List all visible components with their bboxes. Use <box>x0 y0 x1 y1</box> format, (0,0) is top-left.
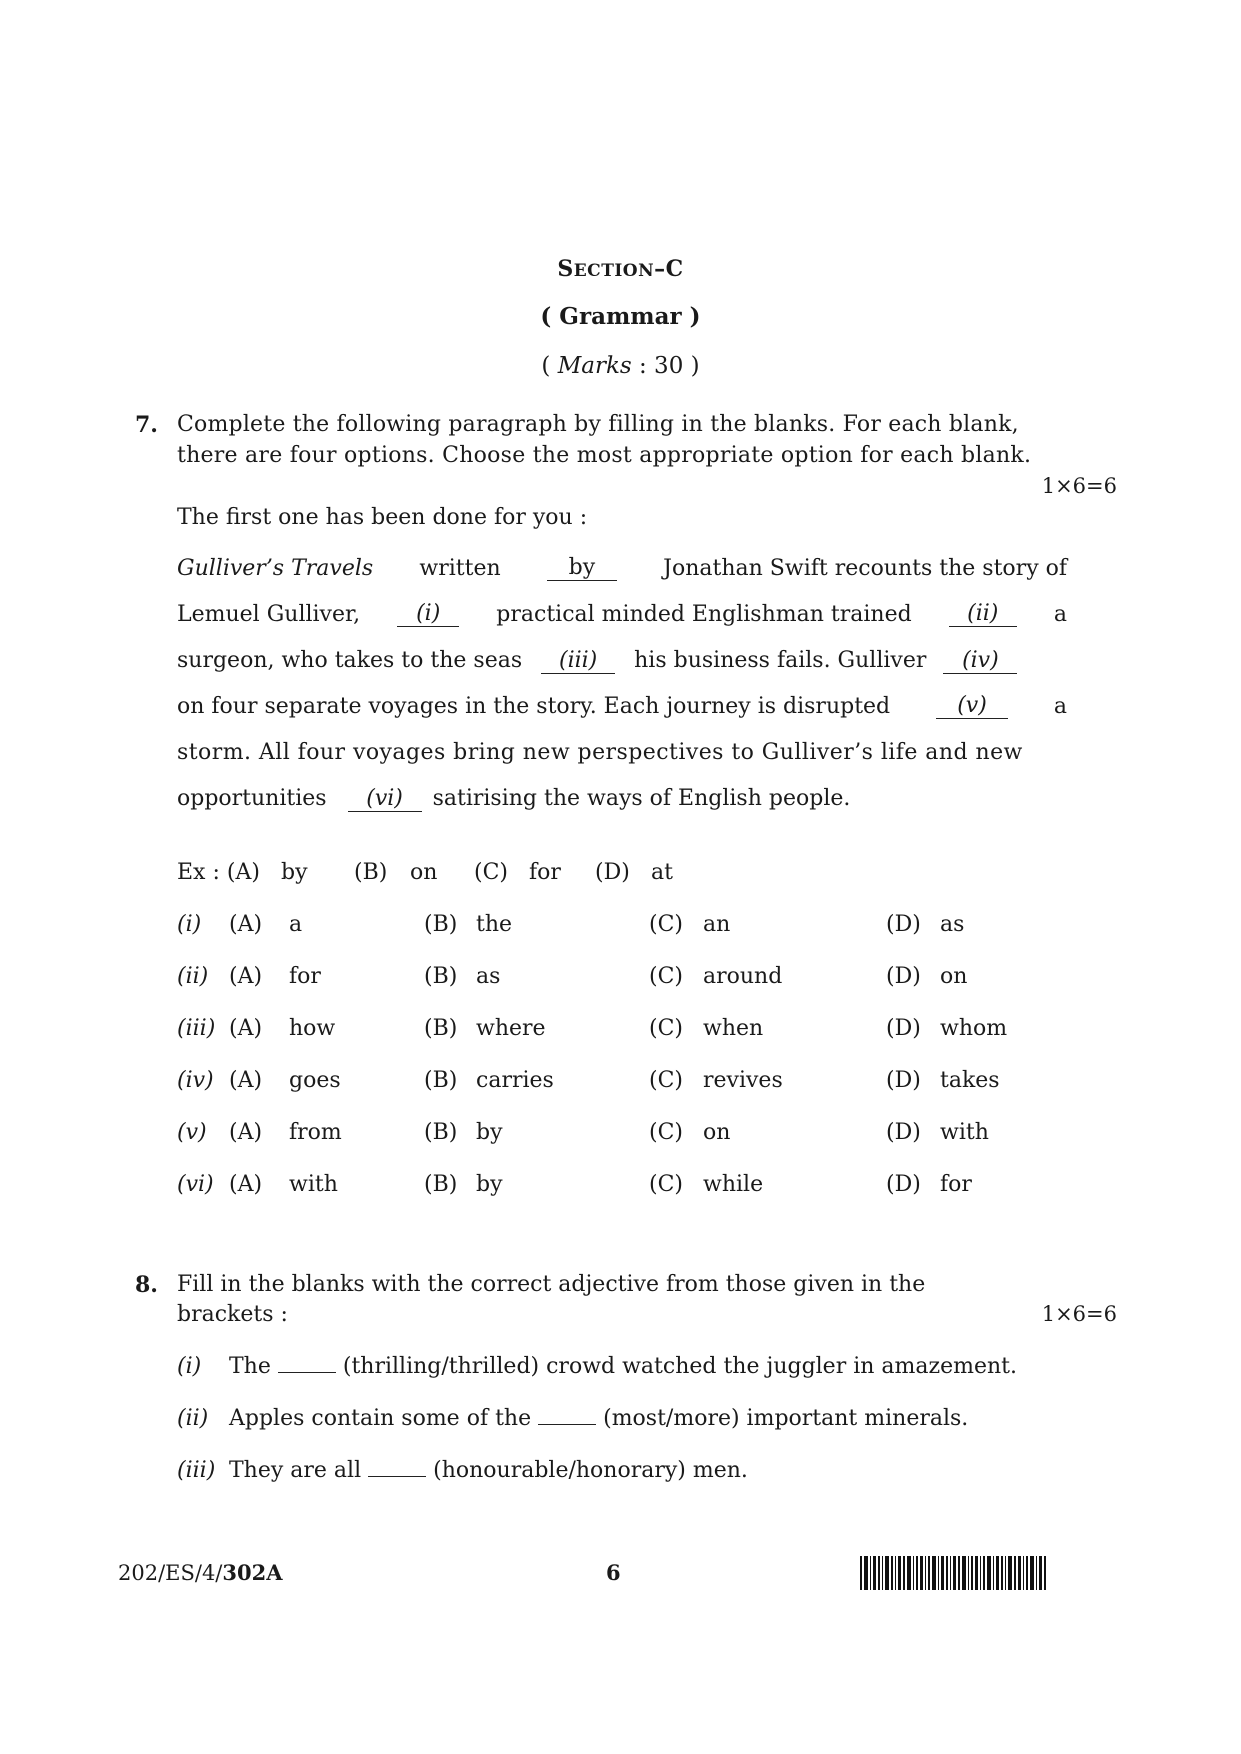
options-row: (i) (A) a (B) the (C) an (D) as <box>177 912 965 937</box>
question-7-number: 7. <box>135 412 158 438</box>
blank-i: (i) <box>397 602 459 627</box>
paragraph-line-4: on four separate voyages in the story. Each journey is disrupted (v) a <box>177 693 1067 719</box>
options-row: (iv) (A) goes (B) carries (C) revives (D) takes <box>177 1068 1000 1093</box>
options-row: (ii) (A) for (B) as (C) around (D) on <box>177 964 968 989</box>
blank-vi: (vi) <box>348 787 422 812</box>
answer-blank <box>538 1424 596 1425</box>
options-row: (v) (A) from (B) by (C) on (D) with <box>177 1120 989 1145</box>
paragraph-line-6: opportunities (vi) satirising the ways of English people. <box>177 786 851 811</box>
paragraph-line-5: storm. All four voyages bring new perspectives to Gulliver’s life and new <box>177 740 1023 765</box>
question-7-instruction-line-2: there are four options. Choose the most appropriate option for each blank. <box>177 443 1032 468</box>
blank-iii: (iii) <box>541 649 615 674</box>
blank-example: by <box>547 556 617 581</box>
question-8-number: 8. <box>135 1272 158 1298</box>
page-number: 6 <box>606 1560 621 1585</box>
question-7-marks: 1×6=6 <box>1041 474 1117 498</box>
answer-blank <box>278 1372 336 1373</box>
paragraph-line-3: surgeon, who takes to the seas (iii) his business fails. Gulliver (iv) <box>177 648 1057 674</box>
blank-v: (v) <box>936 694 1008 719</box>
barcode-icon <box>860 1556 1122 1590</box>
question-8-instruction-line-2: brackets : <box>177 1302 288 1327</box>
section-marks: ( Marks : 30 ) <box>541 353 700 379</box>
section-subtitle: ( Grammar ) <box>540 303 701 330</box>
answer-blank <box>368 1476 426 1477</box>
paragraph-line-1: Gulliver’s Travels written by Jonathan Swift recounts the story of <box>177 555 1067 581</box>
paragraph-line-2: Lemuel Gulliver, (i) practical minded Englishman trained (ii) a <box>177 601 1067 627</box>
question-7-instruction-line-1: Complete the following paragraph by filling in the blanks. For each blank, <box>177 412 1019 437</box>
paper-code: 202/ES/4/302A <box>118 1560 283 1585</box>
question-8-marks: 1×6=6 <box>1041 1302 1117 1326</box>
question-7-example-note: The first one has been done for you : <box>177 505 588 530</box>
section-title: SECTION–C <box>557 256 684 282</box>
book-title: Gulliver’s Travels <box>177 556 374 581</box>
options-row: (iii) (A) how (B) where (C) when (D) whom <box>177 1016 1008 1041</box>
blank-ii: (ii) <box>949 602 1017 627</box>
question-8-instruction-line-1: Fill in the blanks with the correct adjective from those given in the <box>177 1272 926 1297</box>
example-options-row: Ex : (A) by (B) on (C) for (D) at <box>177 860 673 885</box>
options-row: (vi) (A) with (B) by (C) while (D) for <box>177 1172 972 1197</box>
blank-iv: (iv) <box>943 649 1017 674</box>
